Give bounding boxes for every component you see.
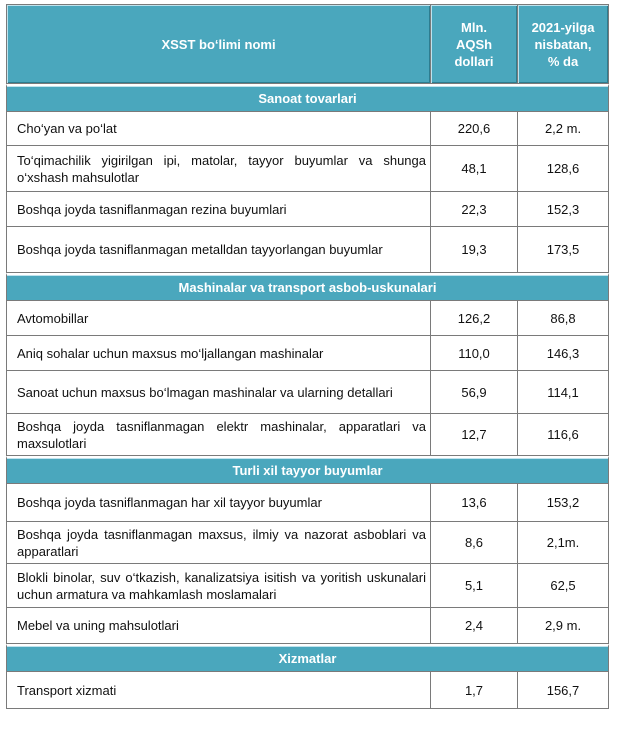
- item-percent: 86,8: [518, 301, 609, 336]
- item-percent: 2,9 m.: [518, 608, 609, 644]
- item-value: 19,3: [431, 227, 518, 273]
- table-row: [6, 336, 609, 371]
- item-percent: 152,3: [518, 192, 609, 227]
- item-name: Sanoat uchun maxsus bo‘lmagan mashinalar va ularning detallari: [6, 371, 431, 414]
- item-percent: 153,2: [518, 484, 609, 522]
- item-value: 8,6: [431, 522, 518, 564]
- item-name: Avtomobillar: [6, 301, 431, 336]
- item-percent: 173,5: [518, 227, 609, 273]
- item-value: 5,1: [431, 564, 518, 608]
- item-name: Aniq sohalar uchun maxsus mo‘ljallangan mashinalar: [6, 336, 431, 371]
- header-percent-line: % da: [547, 53, 579, 69]
- header-row: [6, 4, 609, 84]
- item-value: 56,9: [431, 371, 518, 414]
- item-percent: 2,2 m.: [518, 112, 609, 146]
- table-row: [6, 484, 609, 522]
- item-name: Boshqa joyda tasniflanmagan maxsus, ilmiy va nazorat asboblari va apparatlari: [6, 522, 431, 564]
- item-percent: 2,1m.: [518, 522, 609, 564]
- item-name: Boshqa joyda tasniflanmagan rezina buyumlari: [6, 192, 431, 227]
- table-row: [6, 522, 609, 564]
- table-row: [6, 414, 609, 456]
- table-row: [6, 146, 609, 192]
- item-name: Boshqa joyda tasniflanmagan elektr mashinalar, apparatlari va maxsulotlari: [6, 414, 431, 456]
- item-name: To‘qimachilik yigirilgan ipi, matolar, tayyor buyumlar va shunga o‘xshash mahsulotlar: [6, 146, 431, 192]
- header-percent-line: nisbatan,: [534, 36, 592, 52]
- header-percent-line: 2021-yilga: [531, 19, 595, 35]
- item-name: Cho‘yan va po‘lat: [6, 112, 431, 146]
- item-value: 13,6: [431, 484, 518, 522]
- item-value: 126,2: [431, 301, 518, 336]
- header-value: [431, 4, 518, 84]
- item-value: 2,4: [431, 608, 518, 644]
- section-row: [6, 644, 609, 672]
- item-value: 48,1: [431, 146, 518, 192]
- header-value-line: Mln.: [461, 19, 487, 35]
- section-title: Turli xil tayyor buyumlar: [6, 456, 609, 484]
- section-title: Sanoat tovarlari: [6, 84, 609, 112]
- table-row: [6, 112, 609, 146]
- item-name: Boshqa joyda tasniflanmagan metalldan tayyorlangan buyumlar: [6, 227, 431, 273]
- header-name: XSST bo‘limi nomi: [6, 4, 431, 84]
- table-row: [6, 301, 609, 336]
- header-value-line: dollari: [454, 53, 494, 69]
- item-value: 110,0: [431, 336, 518, 371]
- table-row: [6, 371, 609, 414]
- section-row: [6, 273, 609, 301]
- item-name: Transport xizmati: [6, 672, 431, 709]
- header-value-line: AQSh: [455, 36, 493, 52]
- item-value: 22,3: [431, 192, 518, 227]
- table-row: [6, 608, 609, 644]
- section-title: Mashinalar va transport asbob-uskunalari: [6, 273, 609, 301]
- section-row: [6, 84, 609, 112]
- table-row: [6, 672, 609, 709]
- item-value: 12,7: [431, 414, 518, 456]
- item-value: 1,7: [431, 672, 518, 709]
- item-percent: 156,7: [518, 672, 609, 709]
- section-title: Xizmatlar: [6, 644, 609, 672]
- table-row: [6, 227, 609, 273]
- export-table: [6, 4, 609, 709]
- item-percent: 116,6: [518, 414, 609, 456]
- table-row: [6, 564, 609, 608]
- item-name: Boshqa joyda tasniflanmagan har xil tayyor buyumlar: [6, 484, 431, 522]
- item-value: 220,6: [431, 112, 518, 146]
- table-row: [6, 192, 609, 227]
- item-percent: 128,6: [518, 146, 609, 192]
- section-row: [6, 456, 609, 484]
- item-percent: 62,5: [518, 564, 609, 608]
- item-name: Blokli binolar, suv o‘tkazish, kanalizatsiya isitish va yoritish uskunalari uchun armatura va mahkamlash moslamalari: [6, 564, 431, 608]
- item-percent: 114,1: [518, 371, 609, 414]
- item-name: Mebel va uning mahsulotlari: [6, 608, 431, 644]
- header-percent: [518, 4, 609, 84]
- item-percent: 146,3: [518, 336, 609, 371]
